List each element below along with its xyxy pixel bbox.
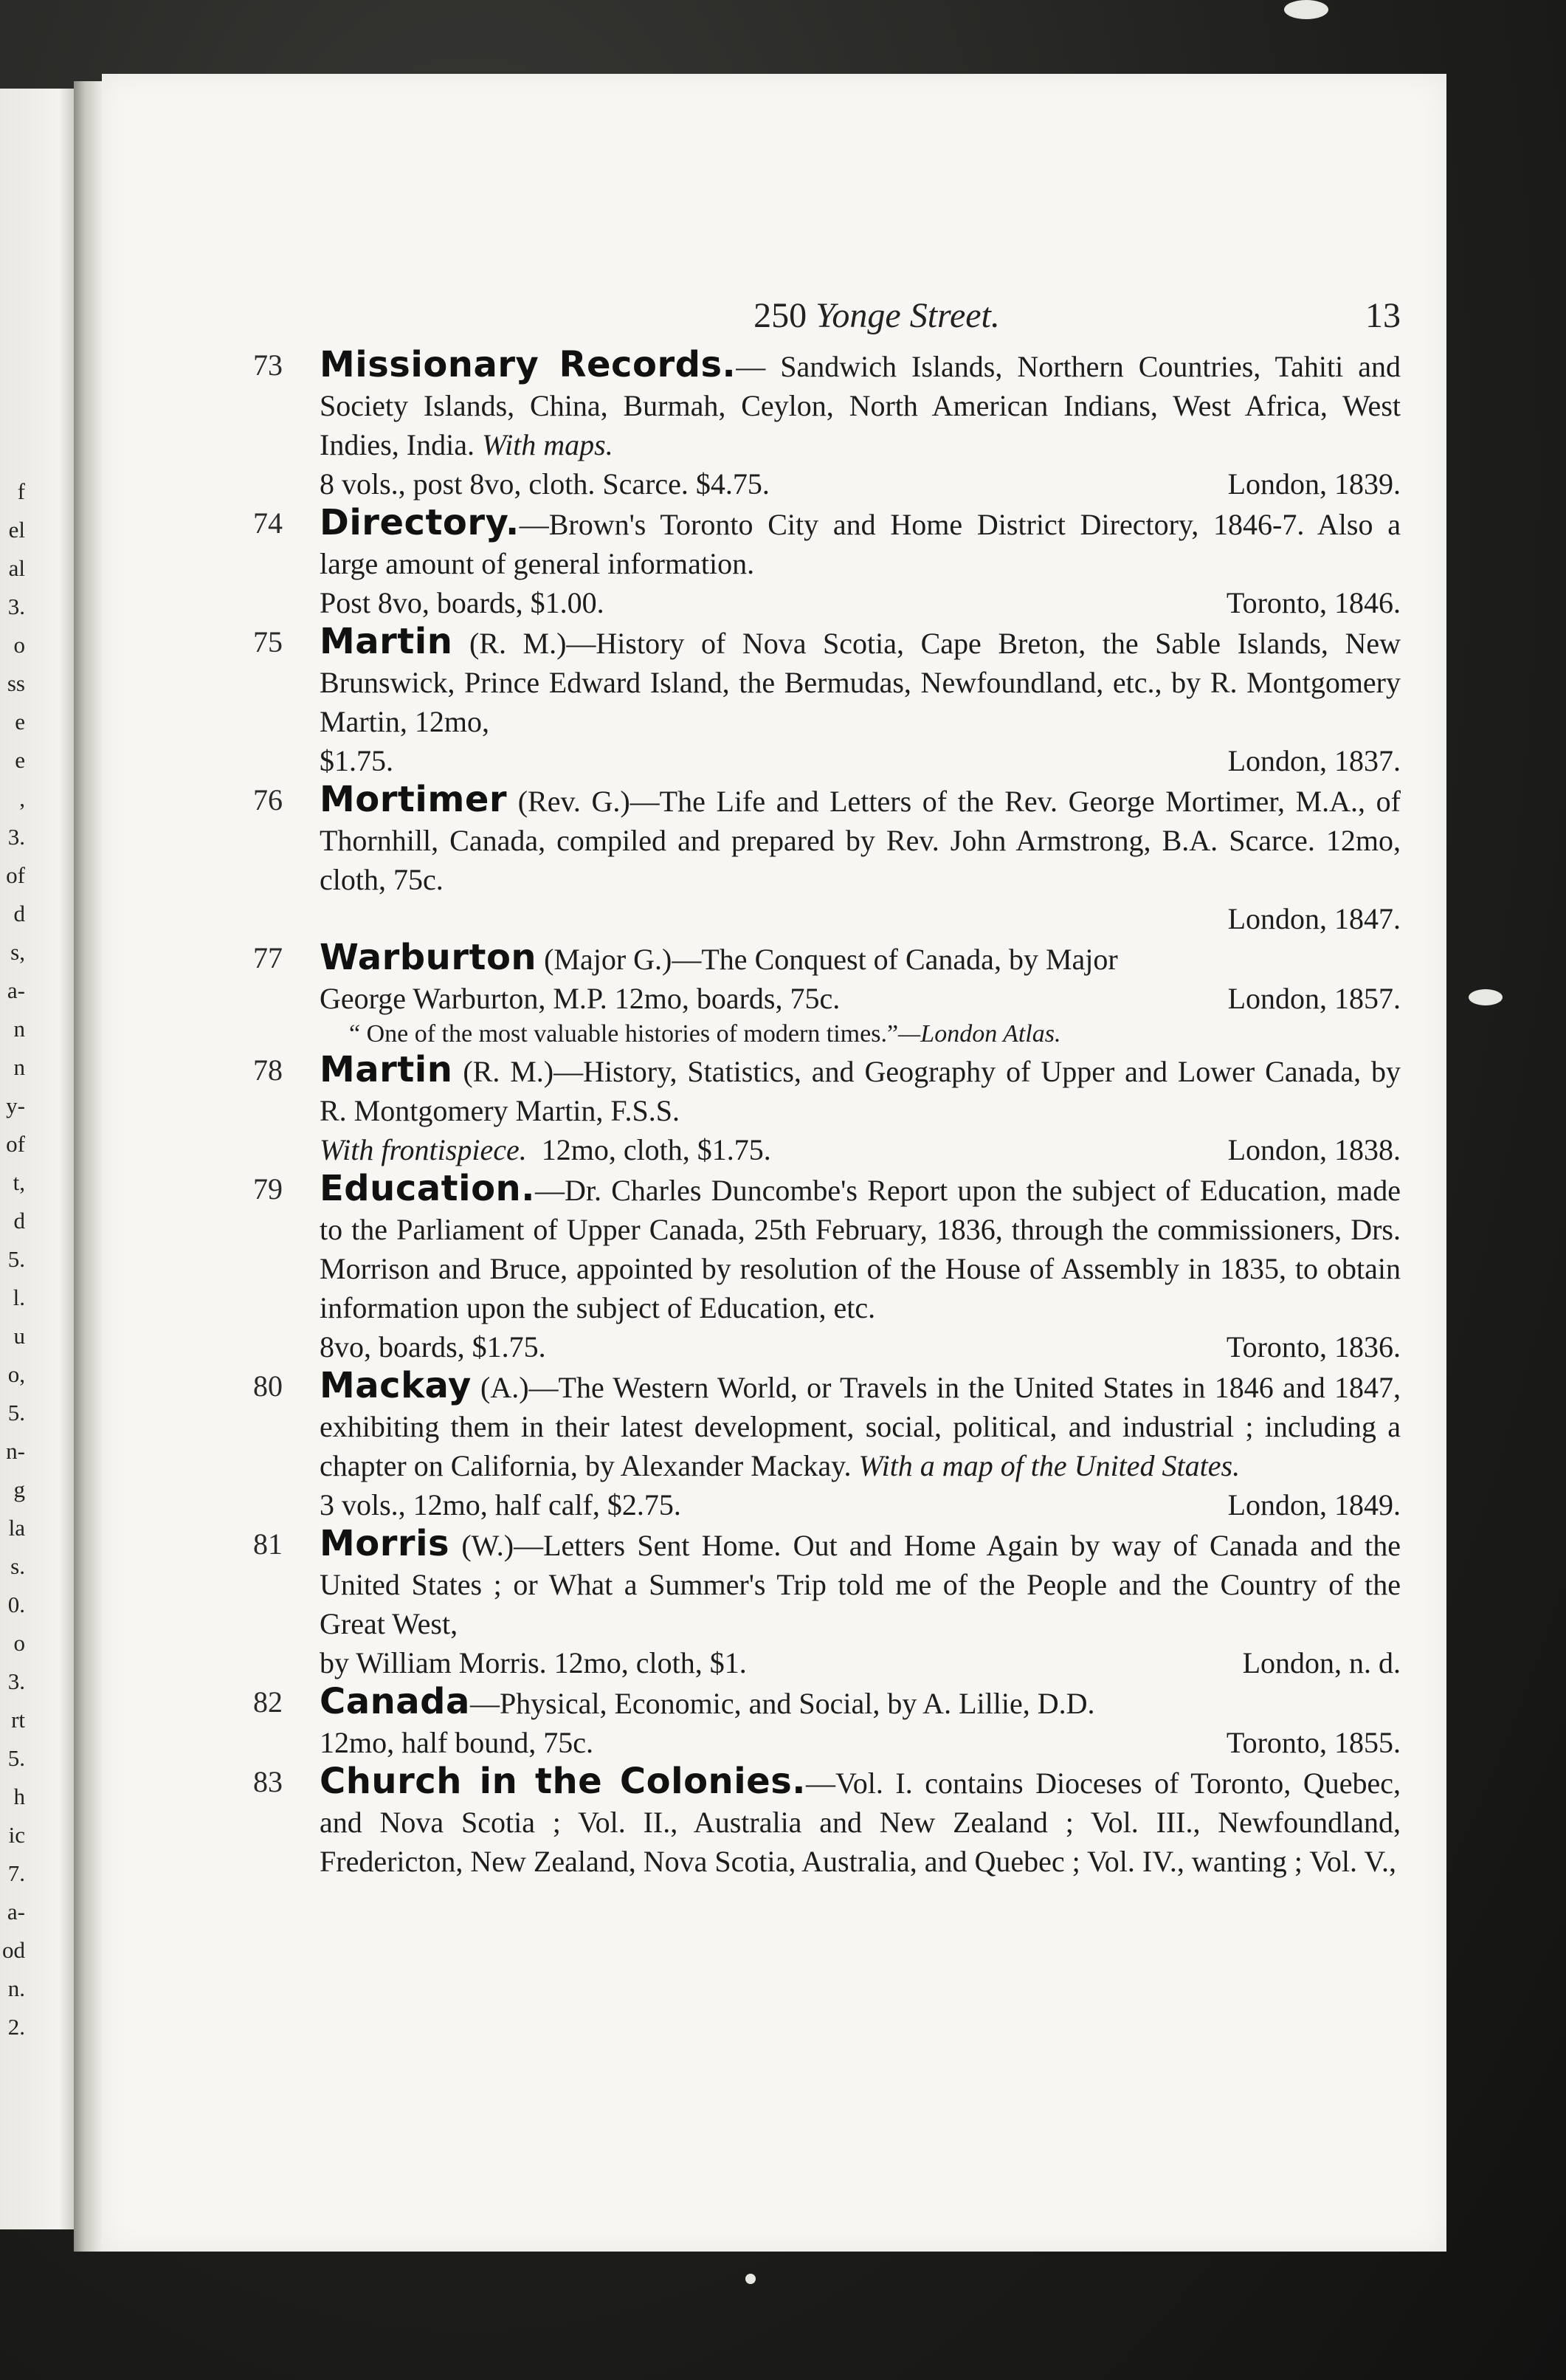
entry-note: With maps. xyxy=(481,428,613,461)
facing-page-fragment: e xyxy=(15,709,25,735)
catalogue-entry xyxy=(253,1682,1401,1762)
facing-page-fragment: of xyxy=(6,1131,25,1157)
entry-imprint-line xyxy=(320,899,1401,938)
facing-page-fragment: 3. xyxy=(7,824,25,850)
catalogue-entry xyxy=(253,780,1401,938)
running-header xyxy=(545,295,1401,340)
facing-page-fragment: n xyxy=(13,1054,25,1080)
facing-page-fragment: ic xyxy=(8,1822,25,1848)
header-address-number: 250 xyxy=(753,296,807,335)
scan-speck xyxy=(1469,989,1503,1005)
entry-details: 8vo, boards, $1.75. xyxy=(320,1330,546,1363)
entry-description: —History of Nova Scotia, Cape Breton, the Sable Islands, New Brunswick, Prince Edward Island, the Bermudas, Newfoundland, etc., by R. Montgomery Martin, 12mo, xyxy=(320,627,1401,738)
entry-imprint: London, 1837. xyxy=(1227,744,1401,777)
facing-page-fragment: h xyxy=(13,1784,25,1809)
entry-heading: Morris xyxy=(320,1523,450,1564)
facing-page-fragment: 5. xyxy=(7,1246,25,1272)
book-gutter xyxy=(74,81,102,2252)
entry-imprint: London, 1857. xyxy=(1227,982,1401,1015)
entry-details: 8 vols., post 8vo, cloth. Scarce. $4.75. xyxy=(320,467,770,501)
entry-imprint-line xyxy=(320,1130,1401,1169)
catalogue-entry xyxy=(253,1050,1401,1169)
facing-page-fragment: o xyxy=(13,632,25,658)
entry-description: —Vol. I. contains Dioceses of Toronto, Quebec, and Nova Scotia ; Vol. II., Australia and New Zealand ; Vol. III., Newfoundland, Fredericton, New Zealand, Nova Scotia, Australia, and Quebec ; Vol. IV., wanting ; Vol. V., xyxy=(320,1767,1401,1878)
facing-page-fragment: t, xyxy=(13,1169,25,1195)
entry-author: (Major G.) xyxy=(544,943,672,976)
entry-number: 74 xyxy=(253,506,283,540)
entry-description: —History, Statistics, and Geography of Upper and Lower Canada, by R. Montgomery Martin, F.S.S. xyxy=(320,1055,1401,1127)
scan-speck xyxy=(745,2274,756,2284)
facing-page-fragment: n xyxy=(13,1016,25,1042)
facing-page-fragment: rt xyxy=(11,1707,25,1733)
entry-author: (W.) xyxy=(461,1529,514,1562)
entry-imprint-line xyxy=(320,464,1401,503)
entry-details: 12mo, cloth, $1.75. xyxy=(541,1133,771,1166)
entry-heading: Church in the Colonies. xyxy=(320,1761,807,1802)
quote-source: —London Atlas. xyxy=(898,1020,1061,1048)
entry-number: 81 xyxy=(253,1527,283,1561)
facing-page-fragment: f xyxy=(17,478,25,504)
entry-heading: Missionary Records. xyxy=(320,344,737,385)
facing-page-fragment: el xyxy=(8,517,25,543)
entry-number: 83 xyxy=(253,1765,283,1798)
facing-page-fragment: ss xyxy=(7,670,25,696)
facing-page-fragment: od xyxy=(2,1937,25,1963)
entry-heading: Canada xyxy=(320,1681,470,1722)
entry-details: George Warburton, M.P. 12mo, boards, 75c. xyxy=(320,982,841,1015)
entry-number: 77 xyxy=(253,941,283,974)
entry-description: —Letters Sent Home. Out and Home Again by way of Canada and the United States ; or What a Summer's Trip told me of the People and the Country of the Great West, xyxy=(320,1529,1401,1640)
entry-details: 3 vols., 12mo, half calf, $2.75. xyxy=(320,1488,681,1521)
facing-page-fragment: 5. xyxy=(7,1400,25,1425)
facing-page-fragment: a- xyxy=(7,977,25,1003)
entry-imprint: Toronto, 1855. xyxy=(1226,1726,1401,1759)
entry-heading: Mackay xyxy=(320,1365,472,1406)
entry-imprint: London, 1839. xyxy=(1227,467,1401,501)
entry-imprint-line xyxy=(320,583,1401,622)
entry-imprint-line xyxy=(320,741,1401,780)
catalogue-entry xyxy=(253,1524,1401,1682)
entry-imprint-line xyxy=(320,1485,1401,1524)
entry-heading: Directory. xyxy=(320,502,520,543)
entry-description: —The Western World, or Travels in the United States in 1846 and 1847, exhibiting them in their latest development, social, political, and industrial ; including a chapter on California, by Alexander Mackay. xyxy=(320,1371,1401,1482)
entry-heading: Education. xyxy=(320,1168,535,1209)
facing-page-edge xyxy=(0,89,74,2229)
facing-page-fragment: g xyxy=(13,1476,25,1502)
facing-page-fragment: o xyxy=(13,1630,25,1656)
facing-page-fragment: 2. xyxy=(7,2014,25,2040)
running-title xyxy=(545,295,1209,336)
entry-details: 12mo, half bound, 75c. xyxy=(320,1726,594,1759)
entry-details: by William Morris. 12mo, cloth, $1. xyxy=(320,1646,747,1679)
catalogue-entry xyxy=(253,345,1401,503)
entry-imprint: Toronto, 1846. xyxy=(1226,586,1401,619)
catalogue-entries xyxy=(253,345,1401,1881)
facing-page-fragment: al xyxy=(8,555,25,581)
entry-heading: Martin xyxy=(320,621,453,662)
facing-page-fragment: , xyxy=(19,785,25,811)
entry-author: (R. M.) xyxy=(469,627,567,660)
entry-imprint-line xyxy=(320,1723,1401,1762)
facing-page-fragment: y- xyxy=(6,1093,25,1118)
entry-number: 79 xyxy=(253,1172,283,1206)
catalogue-entry xyxy=(253,622,1401,780)
facing-page-fragment: l. xyxy=(13,1284,25,1310)
header-street-name: Yonge Street. xyxy=(815,296,1000,335)
entry-review-quote xyxy=(320,1018,1401,1050)
entry-imprint-line xyxy=(320,1643,1401,1682)
entry-number: 82 xyxy=(253,1685,283,1719)
entry-imprint: Toronto, 1836. xyxy=(1226,1330,1401,1363)
facing-page-fragment: 5. xyxy=(7,1745,25,1771)
catalogue-entry xyxy=(253,1366,1401,1524)
entry-number: 80 xyxy=(253,1369,283,1403)
book-page xyxy=(102,74,1446,2252)
catalogue-entry xyxy=(253,1169,1401,1366)
facing-page-fragment: 0. xyxy=(7,1592,25,1617)
entry-details: Post 8vo, boards, $1.00. xyxy=(320,586,604,619)
entry-description: —The Conquest of Canada, by Major xyxy=(672,943,1118,976)
entry-imprint: London, n. d. xyxy=(1242,1646,1401,1679)
entry-author: (R. M.) xyxy=(463,1055,554,1088)
quote-text: “ One of the most valuable histories of modern times.” xyxy=(349,1020,899,1048)
facing-page-fragment: of xyxy=(6,862,25,888)
catalogue-entry xyxy=(253,503,1401,622)
entry-number: 78 xyxy=(253,1053,283,1087)
catalogue-entry xyxy=(253,938,1401,1050)
facing-page-fragment: d xyxy=(13,1208,25,1234)
facing-page-text-fragments xyxy=(0,472,25,2046)
facing-page-fragment: e xyxy=(15,747,25,773)
facing-page-fragment: s, xyxy=(10,939,25,965)
catalogue-entry xyxy=(253,1762,1401,1881)
entry-imprint: London, 1849. xyxy=(1227,1488,1401,1521)
facing-page-fragment: o, xyxy=(7,1361,25,1387)
entry-description: —Dr. Charles Duncombe's Report upon the subject of Education, made to the Parliament of Upper Canada, 25th February, 1836, through the commissioners, Drs. Morrison and Bruce, appointed by resolution of the House of Assembly in 1835, to obtain information upon the subject of Education, etc. xyxy=(320,1174,1401,1324)
entry-heading: Mortimer xyxy=(320,779,508,820)
entry-imprint: London, 1838. xyxy=(1227,1133,1401,1166)
entry-imprint: London, 1847. xyxy=(1227,902,1401,935)
scan-speck xyxy=(1284,0,1328,19)
entry-heading: Warburton xyxy=(320,937,537,978)
facing-page-fragment: d xyxy=(13,901,25,926)
facing-page-fragment: s. xyxy=(10,1553,25,1579)
entry-description: —Physical, Economic, and Social, by A. Lillie, D.D. xyxy=(469,1687,1095,1720)
entry-number: 75 xyxy=(253,625,283,658)
entry-note: With frontispiece. xyxy=(320,1133,527,1166)
entry-description: — Sandwich Islands, Northern Countries, Tahiti and Society Islands, China, Burmah, Ceylon, North American Indians, West Africa, West Indies, India. xyxy=(320,350,1401,461)
entry-author: (A.) xyxy=(480,1371,529,1404)
facing-page-fragment: la xyxy=(8,1515,25,1541)
facing-page-fragment: 3. xyxy=(7,1668,25,1694)
entry-description: —The Life and Letters of the Rev. George Mortimer, M.A., of Thornhill, Canada, compiled and prepared by Rev. John Armstrong, B.A. Scarce. 12mo, cloth, 75c. xyxy=(320,785,1401,896)
facing-page-fragment: a- xyxy=(7,1899,25,1925)
page-number: 13 xyxy=(1365,296,1401,335)
entry-description: —Brown's Toronto City and Home District Directory, 1846-7. Also a large amount of general information. xyxy=(320,508,1401,580)
entry-number: 76 xyxy=(253,783,283,816)
entry-details: $1.75. xyxy=(320,744,393,777)
facing-page-fragment: u xyxy=(13,1323,25,1349)
facing-page-fragment: n. xyxy=(7,1975,25,2001)
entry-imprint-line xyxy=(320,1327,1401,1366)
entry-note: With a map of the United States. xyxy=(858,1449,1241,1482)
entry-number: 73 xyxy=(253,348,283,382)
entry-imprint-line xyxy=(320,979,1401,1018)
entry-author: (Rev. G.) xyxy=(517,785,630,818)
entry-heading: Martin xyxy=(320,1049,453,1090)
facing-page-fragment: 3. xyxy=(7,594,25,619)
facing-page-fragment: n- xyxy=(6,1438,25,1464)
facing-page-fragment: 7. xyxy=(7,1860,25,1886)
